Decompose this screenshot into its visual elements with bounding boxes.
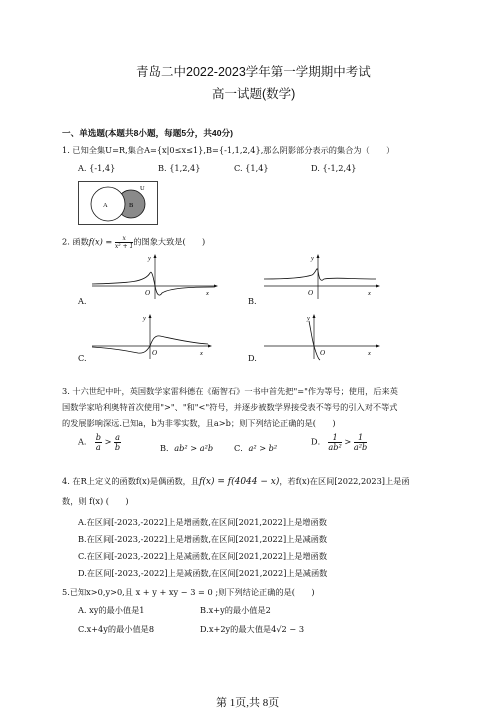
q3-d-rel: >: [344, 436, 352, 447]
graph-a-origin: O: [145, 289, 151, 297]
venn-label-b: B: [129, 202, 134, 209]
venn-diagram: [78, 181, 158, 225]
q5-stem: 5.已知x>0,y>0,且 x + y + xy − 3 = 0 ;则下列结论正确的是( ): [62, 587, 315, 597]
page-footer: 第 1页,共 8页: [216, 697, 280, 709]
q3-a-frac1: $\frac{b}{a}$: [95, 432, 101, 452]
graph-a-y-label: y: [148, 255, 151, 262]
venn-label-a: A: [103, 202, 108, 209]
q3-c-expr: a² > b²: [248, 443, 278, 453]
q4-line-1: 4. 在R上定义的函数f(x)是偶函数，且f(x) = f(4044 − x)，若f(x)在区间[2022,2023]上是函: [62, 476, 410, 487]
q3-line-2: 国数学家哈利奥特首次使用">"、"和"<"符号，并逐步被数学界接受表不等号的引入对不等式: [62, 402, 398, 412]
q1-option-b: B. {1,2,4}: [158, 163, 201, 173]
graph-c-origin: O: [152, 349, 158, 357]
graph-b-origin: O: [308, 289, 314, 297]
exam-subtitle: 高一试题(数学): [212, 87, 296, 101]
q5-option-b: B.x+y的最小值是2: [200, 605, 271, 615]
q3-a-rel: >: [104, 436, 112, 447]
venn-label-u: U: [140, 185, 145, 192]
graph-b-x-label: x: [368, 290, 371, 297]
graph-d-label: D.: [248, 353, 257, 363]
graph-d-x-label: x: [368, 350, 371, 357]
graph-d: [262, 313, 382, 361]
q3-line-3: 的发展影响深远.已知a，b为非零实数，且a>b；则下列结论正确的是( ): [62, 418, 336, 428]
q2-stem-prefix: 2. 函数: [62, 236, 89, 247]
q1-option-d: D. {-1,2,4}: [311, 163, 357, 173]
q3-option-d: [311, 433, 367, 452]
graph-a-label: A.: [78, 296, 87, 306]
q1-option-c: C. {1,4}: [234, 163, 269, 173]
q3-option-a: [78, 433, 121, 452]
q4-option-a: A.在区间[-2023,-2022]上是增函数,在区间[2021,2022]上是增函数: [78, 517, 327, 527]
q3-d-frac2: $\frac{1}{\text{a²b}}$: [353, 432, 368, 452]
q3-a-frac2: $\frac{a}{b}$: [114, 432, 121, 452]
q2-frac-den: x² + 1: [114, 243, 134, 250]
graph-a: [90, 253, 220, 301]
q2-stem-suffix: 的图象大致是( ): [133, 236, 206, 247]
graph-a-x-label: x: [206, 290, 209, 297]
graph-c: [90, 313, 220, 361]
graph-d-origin: O: [320, 349, 326, 357]
section-heading: 一、单选题(本题共8小题，每题5分，共40分): [62, 128, 233, 138]
q2-fraction: [115, 235, 133, 250]
q2-fx: f(x) =: [88, 236, 113, 247]
graph-c-y-label: y: [143, 315, 146, 322]
q4-option-c: C.在区间[-2023,-2022]上是减函数,在区间[2021,2022]上是增函数: [78, 551, 328, 561]
graph-b-y-label: y: [311, 255, 314, 262]
q1-option-a: A. {-1,4}: [78, 163, 116, 173]
q3-option-b: B．ab² > a²b: [160, 443, 214, 453]
q3-d-label: D．: [311, 436, 326, 447]
q2-frac-num: x: [115, 235, 133, 243]
q3-b-expr: ab² > a²b: [174, 443, 214, 453]
q3-option-c: C．a² > b²: [234, 443, 278, 453]
q5-option-c: C.x+4y的最小值是8: [78, 624, 155, 634]
graph-c-label: C.: [78, 353, 87, 363]
graph-b-label: B.: [248, 296, 257, 306]
q1-stem: 1. 已知全集U=R,集合A={x|0≤x≤1},B={-1,1,2,4},那么阴影部分表示的集合为（ ）: [62, 145, 395, 155]
q4-line-2: 数，则 f(x) ( ): [62, 496, 129, 506]
q2-stem: [62, 235, 205, 250]
q5-option-a: A. xy的最小值是1: [78, 605, 145, 615]
graph-d-y-label: y: [307, 315, 310, 322]
venn-set-a: [91, 187, 125, 221]
q5-option-d: D.x+2y的最大值是4√2 − 3: [200, 624, 305, 634]
graph-b: [262, 253, 382, 301]
q3-a-label: A．: [78, 436, 93, 447]
q3-line-1: 3. 十六世纪中叶，英国数学家雷科德在《砺智石》一书中首先把"="作为等号；使用，后来英: [62, 386, 398, 396]
q3-d-frac1: $\frac{1}{\text{ab²}}$: [328, 432, 342, 452]
exam-title: 青岛二中2022-2023学年第一学期期中考试: [136, 65, 371, 79]
q4-option-d: D.在区间[-2023,-2022]上是减函数,在区间[2021,2022]上是减函数: [78, 568, 328, 578]
q4-option-b: B.在区间[-2023,-2022]上是增函数,在区间[2021,2022]上是减函数: [78, 534, 328, 544]
q4-equation: f(x) = f(4044 − x): [199, 477, 280, 487]
graph-c-x-label: x: [200, 350, 203, 357]
